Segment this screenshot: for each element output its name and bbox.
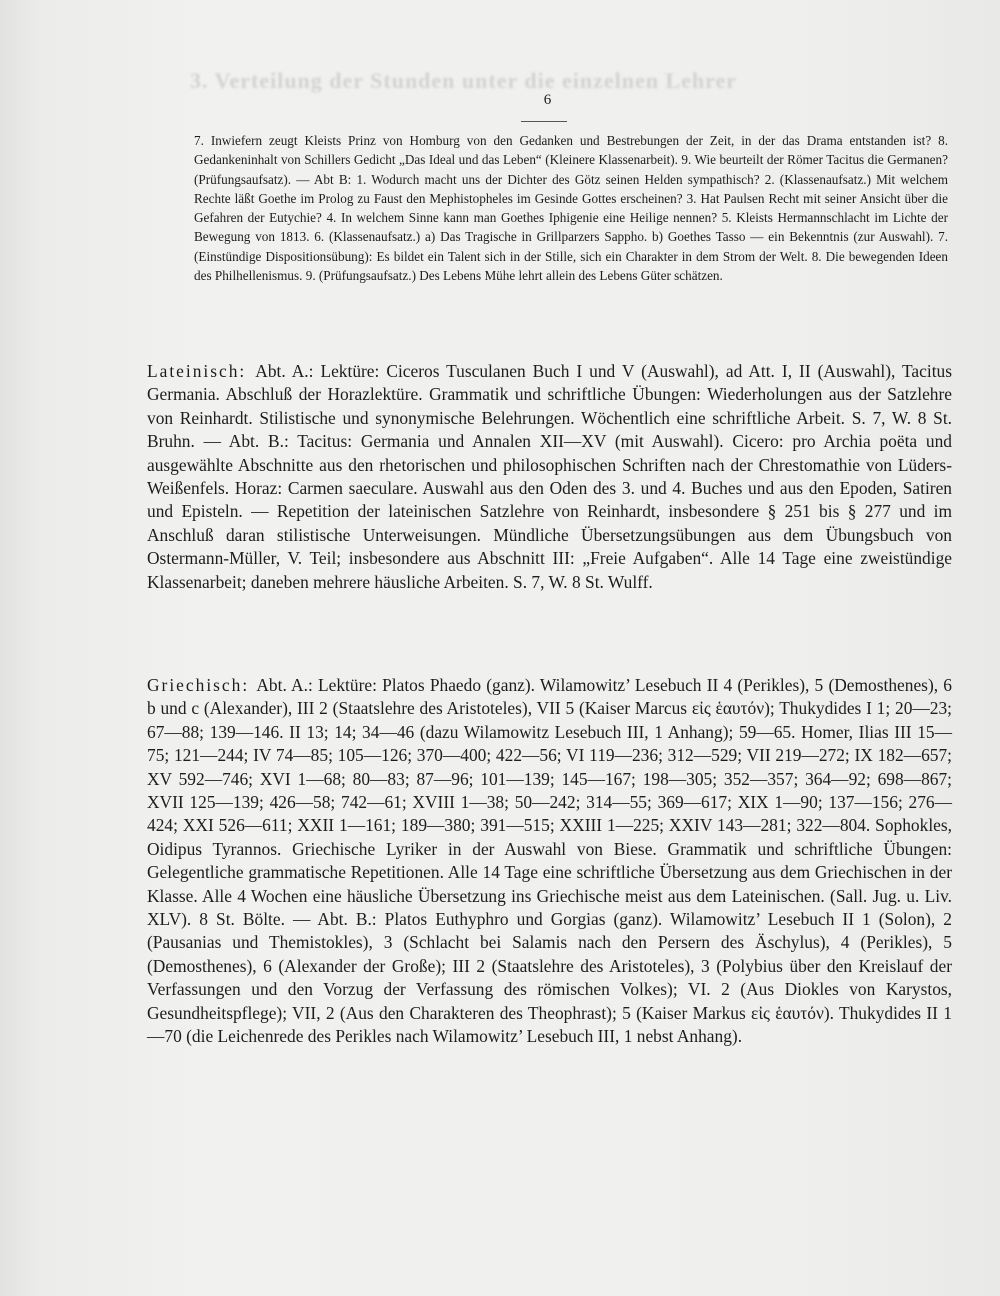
greek-label: Griechisch: xyxy=(147,675,257,695)
german-essay-topics: 7. Inwiefern zeugt Kleists Prinz von Homburg von den Gedanken und Bestrebungen der Zeit, in der das Drama entstanden ist? 8. Gedankeninhalt von Schillers Gedicht „Das Ideal und das Leben“ (Kleinere Klassenarbeit). 9. Wie beurteilt der Römer Tacitus die Germanen? (Prüfungsaufsatz). — Abt B: 1. Wodurch macht uns der Dichter des Götz seinen Helden sympathisch? 2. (Klassenaufsatz.) Mit welchem Rechte läßt Goethe im Prolog zu Faust den Mephistopheles im Gesinde Gottes erscheinen? 3. Hat Paulsen Recht mit seiner Ansicht über die Gefahren der Eutychie? 4. In welchem Sinne kann man Goethes Iphigenie eine Heilige nennen? 5. Kleists Hermannschlacht im Lichte der Bewegung von 1813. 6. (Klassenaufsatz.) a) Das Tragische in Grillparzers Sappho. b) Goethes Tasso — ein Bekenntnis (zur Auswahl). 7. (Einstündige Dispositionsübung): Es bildet ein Talent sich in der Stille, sich ein Charakter in dem Strom der Welt. 8. Die bewegenden Ideen des Philhellenismus. 9. (Prüfungsaufsatz.) Des Lebens Mühe lehrt allein des Lebens Güter schätzen. xyxy=(194,133,948,284)
page-number: 6 xyxy=(543,92,552,108)
latin-label: Lateinisch: xyxy=(147,361,256,381)
latin-section xyxy=(147,360,952,594)
greek-text: Abt. A.: Lektüre: Platos Phaedo (ganz). Wilamowitz’ Lesebuch II 4 (Perikles), 5 (Demosthenes), 6 b und c (Alexander), III 2 (Staatslehre des Aristoteles), VII 5 (Kaiser Marcus εἰς ἑαυτόν); Thukydides I 1; 20—23; 67—88; 139—146. II 13; 14; 34—46 (dazu Wilamowitz Lesebuch III, 1 Anhang); 59—65. Homer, Ilias III 15—75; 121—244; IV 74—85; 105—126; 370—400; 422—56; VI 119—236; 312—529; VII 219—272; IX 182—657; XV 592—746; XVI 1—68; 80—83; 87—96; 101—139; 145—167; 198—305; 352—357; 364—92; 698—867; XVII 125—139; 426—58; 742—61; XVIII 1—38; 50—242; 314—55; 369—617; XIX 1—90; 137—156; 276—424; XXI 526—611; XXII 1—161; 189—380; 391—515; XXIII 1—225; XXIV 143—281; 322—804. Sophokles, Oidipus Tyrannos. Griechische Lyriker in der Auswahl von Biese. Grammatik und schriftliche Übungen: Gelegentliche grammatische Repetitionen. Alle 14 Tage eine schriftliche Übersetzung aus dem Griechischen in der Klasse. Alle 4 Wochen eine häusliche Übersetzung ins Griechische meist aus dem Lateinischen. (Sall. Jug. u. Liv. XLV). 8 St. Bölte. — Abt. B.: Platos Euthyphro und Gorgias (ganz). Wilamowitz’ Lesebuch II 1 (Solon), 2 (Pausanias und Themistokles), 3 (Schlacht bei Salamis nach den Persern des Äschylus), 4 (Perikles), 5 (Demosthenes), 6 (Alexander der Große); III 2 (Staatslehre des Aristoteles), 3 (Polybius über den Kreislauf der Verfassungen und den Vorzug der Verfassung des römischen Volkes); VI. 2 (Aus Diokles von Karystos, Gesundheitspflege); VII, 2 (Aus den Charakteren des Theophrast); 5 (Kaiser Markus εἰς ἑαυτόν). Thukydides II 1—70 (die Leichenrede des Perikles nach Wilamowitz’ Lesebuch III, 1 nebst Anhang). xyxy=(147,675,952,1047)
bleed-through-heading: 3. Verteilung der Stunden unter die einzelnen Lehrer xyxy=(190,68,738,93)
greek-section xyxy=(147,674,952,1049)
page-number-rule xyxy=(521,121,567,122)
latin-text: Abt. A.: Lektüre: Ciceros Tusculanen Buch I und V (Auswahl), ad Att. I, II (Auswahl), Tacitus Germania. Abschluß der Horazlektüre. Grammatik und schriftliche Übungen: Wiederholungen aus der Satzlehre von Reinhardt. Stilistische und synonymische Belehrungen. Wöchentlich eine schriftliche Arbeit. S. 7, W. 8 St. Bruhn. — Abt. B.: Tacitus: Germania und Annalen XII—XV (mit Auswahl). Cicero: pro Archia poëta und ausgewählte Abschnitte aus den rhetorischen und philosophischen Schriften nach der Chrestomathie von Lüders-Weißenfels. Horaz: Carmen saeculare. Auswahl aus den Oden des 3. und 4. Buches und aus den Epoden, Satiren und Episteln. — Repetition der lateinischen Satzlehre von Reinhardt, insbesondere § 251 bis § 277 und im Anschluß daran stilistische Unterweisungen. Mündliche Übersetzungsübungen aus dem Übungsbuch von Ostermann-Müller, V. Teil; insbesondere aus Abschnitt III: „Freie Aufgaben“. Alle 14 Tage eine zweistündige Klassenarbeit; daneben mehrere häusliche Arbeiten. S. 7, W. 8 St. Wulff. xyxy=(147,361,952,592)
